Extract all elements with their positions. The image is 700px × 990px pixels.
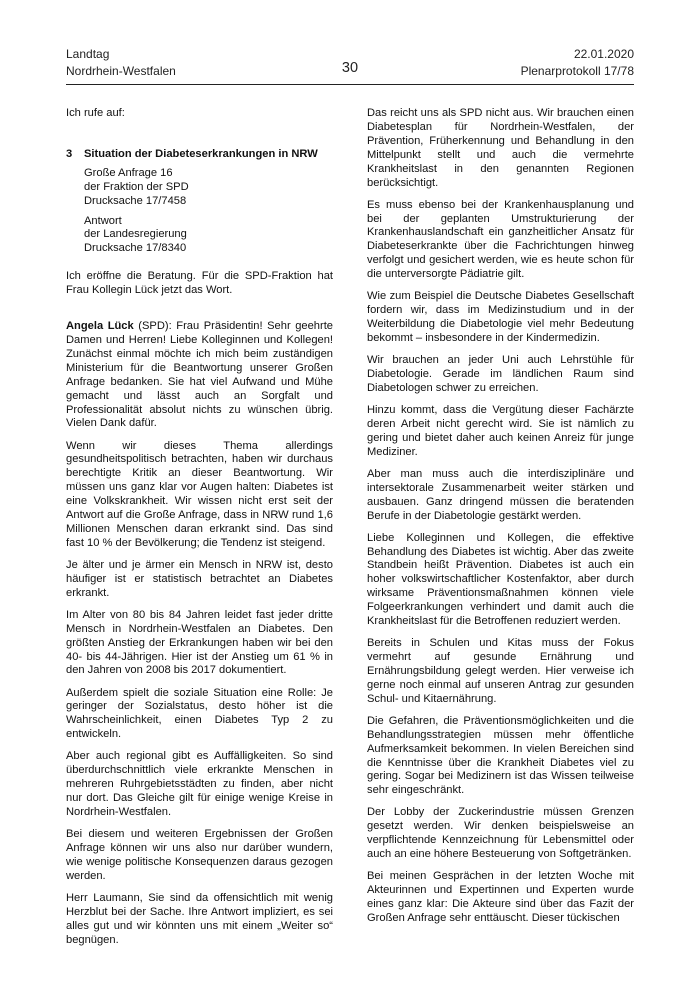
- speech-paragraph: Der Lobby der Zuckerindustrie müssen Grenzen gesetzt werden. Wir denken beispielsweise an verpflichtende Kennzeichnung für Lebensmittel oder auch an eine höhere Besteuerung von Softgetränken.: [367, 806, 634, 861]
- speaker-party: (SPD):: [133, 320, 177, 333]
- speech-text: Frau Präsidentin! Sehr geehrte Damen und Herren! Liebe Kolleginnen und Kollegen! Zunächst einmal möchte ich mich beim zuständigen Ministerium für die Beantwortung unserer Großen Anfrage bedanken. Sie hat viel Aufwand und Mühe gemacht und lässt auch an Sorgfalt und Professionalität absolut nichts zu wünschen übrig. Vielen Dank dafür.: [66, 320, 333, 430]
- session-date: 22.01.2020: [573, 47, 634, 61]
- agenda-item-documents: [84, 167, 333, 256]
- speech-paragraph: Das reicht uns als SPD nicht aus. Wir brauchen einen Diabetesplan für Nordrhein-Westfalen, der Prävention, Früherkennung und Behandlung in den Mittelpunkt stellt und auch die vermehrte Krankheitslast in den genannten Regionen berücksichtigt.: [367, 107, 634, 189]
- header-right: [521, 46, 634, 80]
- agenda-item-title: Situation der Diabeteserkrankungen in NRW: [84, 147, 318, 160]
- header-rule: [66, 84, 634, 85]
- agenda-item-number: 3: [66, 147, 73, 160]
- speech-opening: [66, 320, 333, 431]
- answer-line: Drucksache 17/8340: [84, 242, 187, 255]
- left-column: [66, 107, 333, 956]
- right-column: [367, 107, 634, 934]
- answer-line: der Landesregierung: [84, 228, 187, 241]
- parliament-name: Landtag: [66, 47, 110, 61]
- speech-paragraph: Liebe Kolleginnen und Kollegen, die effektive Behandlung des Diabetes ist wichtig. Aber das zweite Standbein heißt Prävention. Diabetes ist auch ein hoher volkswirtschaftlicher Kostenfaktor, aber durch wirksame Präventionsmaßnahmen können viele Folgeerkrankungen verhindert und damit auch die Krankheitslast für die Betroffenen reduziert werden.: [367, 531, 634, 628]
- agenda-item-heading: [66, 148, 333, 162]
- page-number: 30: [341, 60, 359, 76]
- speech-paragraph: Je älter und je ärmer ein Mensch in NRW ist, desto häufiger ist er statistisch betrachtet an Diabetes erkrankt.: [66, 558, 333, 599]
- opening-statement: Ich eröffne die Beratung. Für die SPD-Fraktion hat Frau Kollegin Lück jetzt das Wort.: [66, 270, 333, 297]
- speech-paragraph: Bei meinen Gesprächen in der letzten Woche mit Akteurinnen und Expertinnen und Experten wurde eines ganz klar: Die Akteure sind über das Fazit der Großen Anfrage sehr enttäuscht. Dieser tückischen: [367, 870, 634, 924]
- speech-paragraph: Wenn wir dieses Thema allerdings gesundheitspolitisch betrachten, haben wir durchaus berechtigte Kritik an dieser Beantwortung. Wir müssen uns ganz klar vor Augen halten: Diabetes ist eine Volkskrankheit. Wir wissen nicht erst seit der Antwort auf die Große Anfrage, dass in NRW rund 1,6 Millionen Menschen daran erkrankt sind. Das sind fast 10 % der Bevölkerung; die Tendenz ist steigend.: [66, 439, 333, 549]
- speech-paragraph: Wie zum Beispiel die Deutsche Diabetes Gesellschaft fordern wir, dass im Medizinstudium und in der Weiterbildung die Diabetologie viel mehr Bedeutung bekommt – insbesondere in der Kindermedizin.: [367, 290, 634, 344]
- answer-line: Antwort: [84, 214, 122, 227]
- inquiry-line: der Fraktion der SPD: [84, 180, 189, 193]
- agenda-call: Ich rufe auf:: [66, 107, 125, 119]
- inquiry-block: [84, 167, 333, 209]
- inquiry-line: Drucksache 17/7458: [84, 194, 187, 207]
- speech-paragraph: Bereits in Schulen und Kitas muss der Fokus vermehrt auf gesunde Ernährung und Ernährungsbildung gelegt werden. Hier verweise ich gerne noch einmal auf unseren Antrag zur gesunden Schul- und Kitaernährung.: [367, 637, 634, 705]
- answer-block: [84, 215, 333, 257]
- speech-paragraph: Aber auch regional gibt es Auffälligkeiten. So sind überdurchschnittlich viele erkrankte Menschen in mehreren Ruhrgebietsstädten zu finden, aber nicht nur dort. Das Gleiche gilt für einige wenige Kreise in Nordrhein-Westfalen.: [66, 750, 333, 818]
- speech-paragraph: Herr Laumann, Sie sind da offensichtlich mit wenig Herzblut bei der Sache. Ihre Antwort impliziert, es sei alles gut und wir könnten uns mit einem „Weiter so“ begnügen.: [66, 891, 333, 946]
- protocol-number: Plenarprotokoll 17/78: [520, 64, 634, 78]
- speech-paragraph: Hinzu kommt, dass die Vergütung dieser Fachärzte deren Arbeit nicht gerecht wird. Sie ist nämlich zu gering und bietet daher auch keinen Anreiz für junge Mediziner.: [367, 403, 634, 458]
- speech-paragraph: Im Alter von 80 bis 84 Jahren leidet fast jeder dritte Mensch in Nordrhein-Westfalen an Diabetes. Den größten Anstieg der Erkrankungen haben wir bei den 40- bis 44-Jährigen. Hier ist der Anstieg um 61 % in den Jahren von 2008 bis 2017 dokumentiert.: [66, 608, 333, 677]
- speech-paragraph: Außerdem spielt die soziale Situation eine Rolle: Je geringer der Sozialstatus, desto höher ist die Wahrscheinlichkeit, einen Diabetes Typ 2 zu entwickeln.: [66, 686, 333, 741]
- speech-paragraph: Bei diesem und weiteren Ergebnissen der Großen Anfrage können wir uns also nur darüber wundern, wie wenige politische Konsequenzen daraus gezogen werden.: [66, 828, 333, 882]
- speaker-name: Angela Lück: [66, 320, 134, 333]
- speech-paragraph: Es muss ebenso bei der Krankenhausplanung und bei der geplanten Umstrukturierung der Krankenhauslandschaft ein ganzheitlicher Ansatz für Diabeteserkrankte über die Fachrichtungen hinweg verfolgt und gesichert werden, wie es heute schon für die unterversorgte Pädiatrie gilt.: [367, 198, 634, 281]
- inquiry-line: Große Anfrage 16: [84, 166, 173, 179]
- speech-paragraph: Wir brauchen an jeder Uni auch Lehrstühle für Diabetologie. Gerade im ländlichen Raum sind Diabetologen schwer zu erreichen.: [367, 354, 634, 394]
- state-name: Nordrhein-Westfalen: [66, 64, 176, 78]
- speech-paragraph: Die Gefahren, die Präventionsmöglichkeiten und die Behandlungsstrategien müssen mehr öffentliche Aufmerksamkeit bekommen. In vielen Bereichen sind die Kenntnisse über die Krankheit Diabetes viel zu gering. Sogar bei Medizinern ist das Wissen teilweise sehr eingeschränkt.: [367, 714, 634, 797]
- speech-paragraph: Aber man muss auch die interdisziplinäre und intersektorale Zusammenarbeit weiter stärken und ausbauen. Ganz dringend müssen die beratenden Berufe in der Diabetologie gestärkt werden.: [367, 467, 634, 522]
